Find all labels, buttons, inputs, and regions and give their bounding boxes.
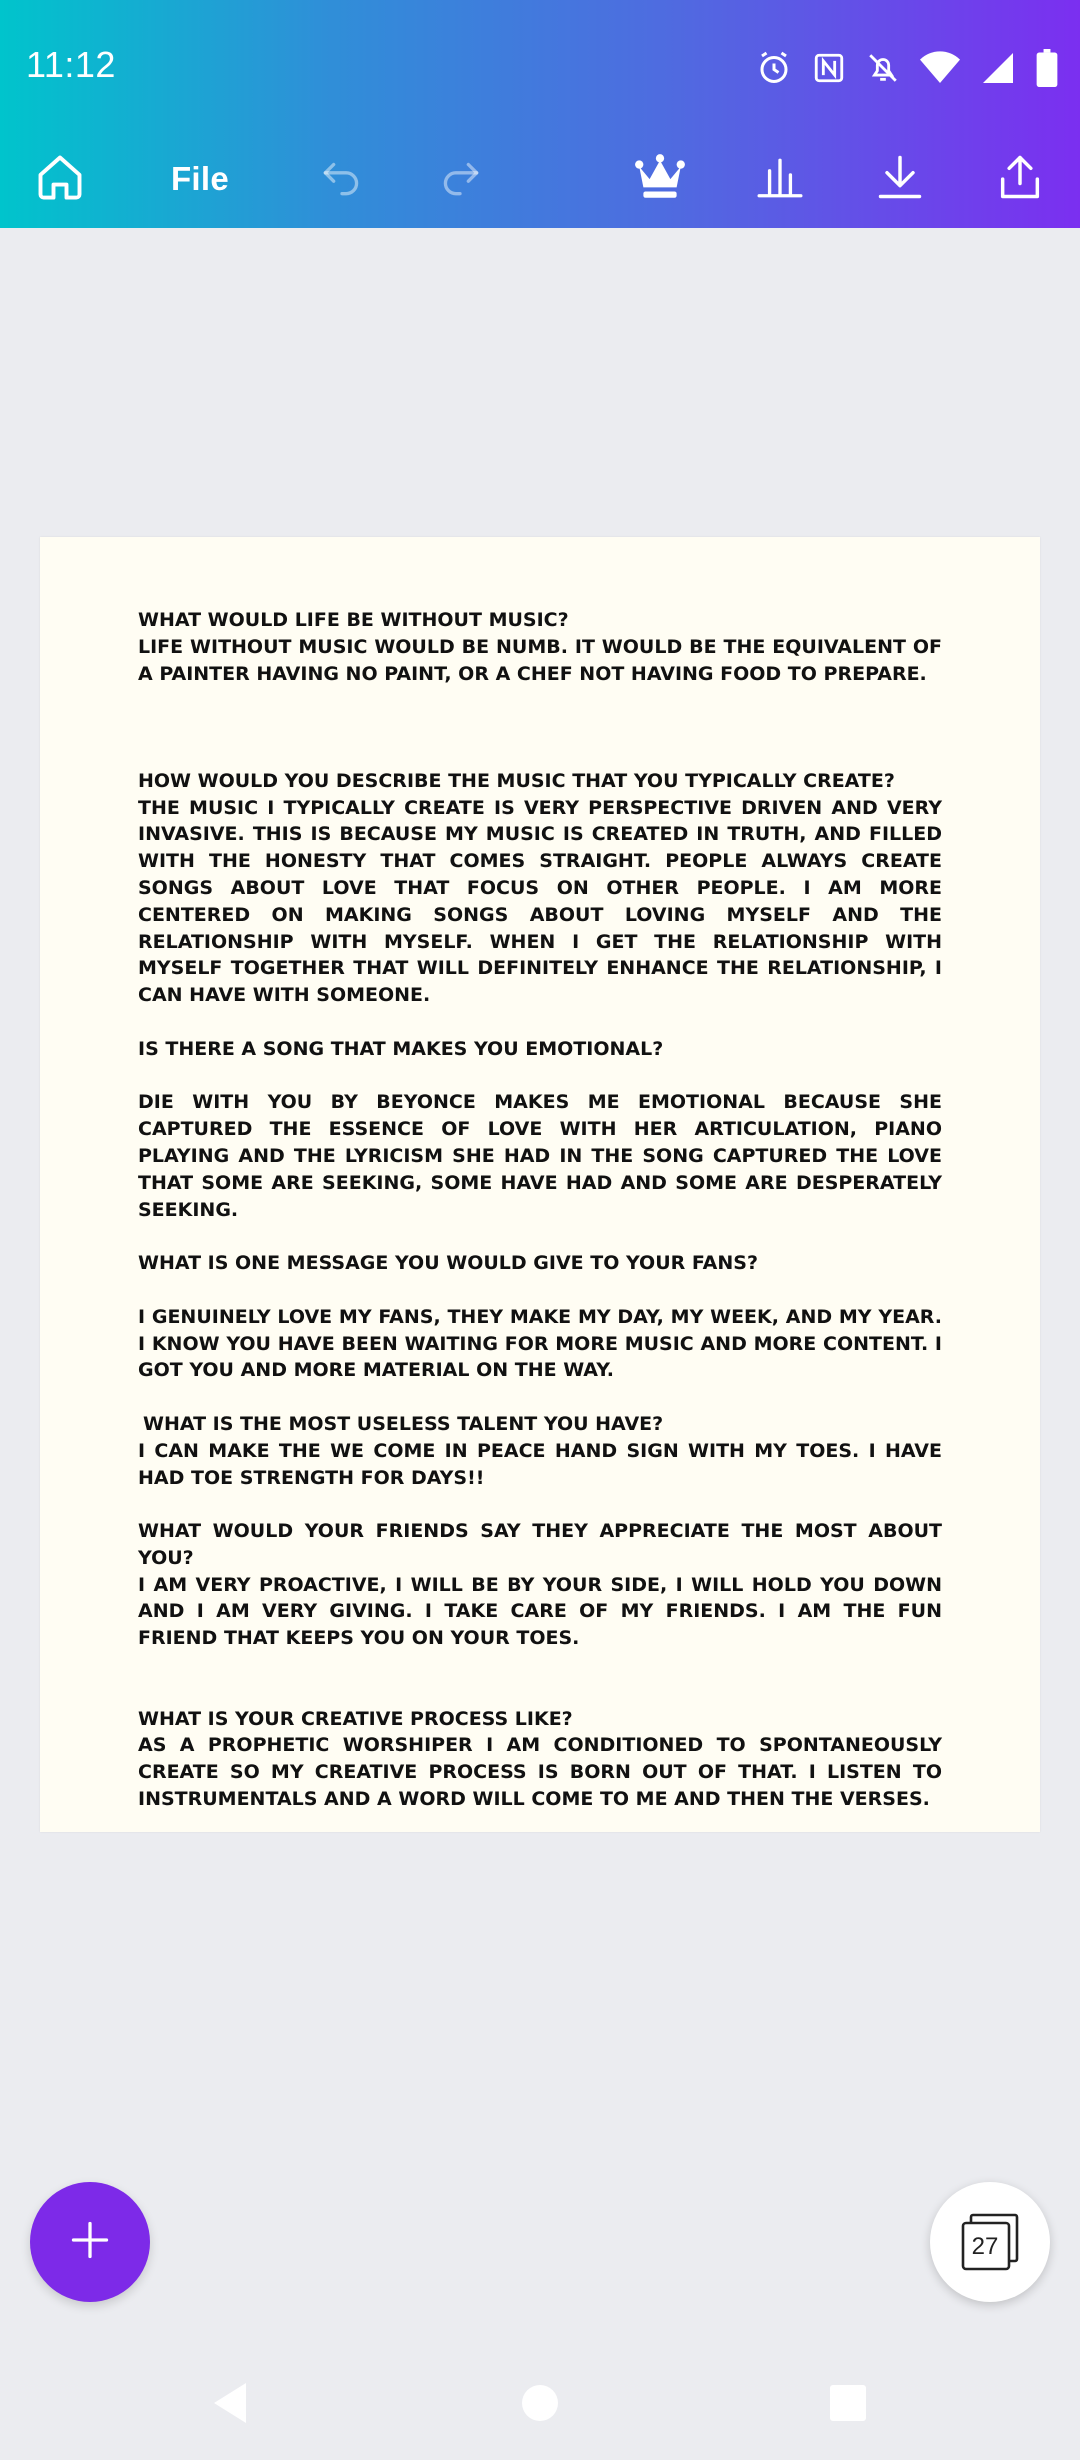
question-7: WHAT IS YOUR CREATIVE PROCESS LIKE? [138, 1707, 573, 1730]
recents-icon [828, 2383, 868, 2428]
question-2: HOW WOULD YOU DESCRIBE THE MUSIC THAT YOU TYPICALLY CREATE? [138, 769, 895, 792]
undo-icon [317, 152, 367, 207]
answer-1: LIFE WITHOUT MUSIC WOULD BE NUMB. IT WOULD BE THE EQUIVALENT OF A PAINTER HAVING NO PAINT, OR A CHEF NOT HAVING FOOD TO PREPARE. [138, 635, 942, 685]
bar-chart-icon [753, 152, 807, 207]
nav-recents-button[interactable] [818, 2350, 878, 2460]
signal-icon [980, 50, 1016, 86]
undo-button[interactable] [312, 130, 372, 228]
download-icon [874, 151, 926, 208]
system-navigation-bar [0, 2350, 1080, 2460]
home-button[interactable] [28, 130, 92, 228]
share-icon [994, 151, 1046, 208]
alarm-icon [756, 50, 792, 86]
status-bar [0, 0, 1080, 130]
plus-icon [68, 2218, 112, 2267]
nav-back-button[interactable] [200, 2350, 260, 2460]
document-text-block[interactable] [138, 607, 942, 1813]
question-4: WHAT IS ONE MESSAGE YOU WOULD GIVE TO YOUR FANS? [138, 1252, 758, 1275]
status-time: 11:12 [26, 44, 116, 85]
question-1: WHAT WOULD LIFE BE WITHOUT MUSIC? [138, 609, 569, 631]
status-icons [756, 44, 1058, 92]
battery-icon [1036, 49, 1058, 87]
nfc-icon [812, 51, 846, 85]
bell-off-icon [866, 51, 900, 85]
home-circle-icon [520, 2383, 560, 2428]
home-icon [34, 151, 86, 208]
editor-toolbar [0, 130, 1080, 228]
answer-4: I GENUINELY LOVE MY FANS, THEY MAKE MY DAY, MY WEEK, AND MY YEAR. I KNOW YOU HAVE BEEN WAITING FOR MORE MUSIC AND MORE CONTENT. I GOT YOU AND MORE MATERIAL ON THE WAY. [138, 1305, 942, 1382]
back-icon [210, 2381, 250, 2430]
premium-button[interactable] [630, 130, 690, 228]
redo-button[interactable] [430, 130, 490, 228]
answer-5: I CAN MAKE THE WE COME IN PEACE HAND SIGN WITH MY TOES. I HAVE HAD TOE STRENGTH FOR DAYS!! [138, 1439, 942, 1489]
download-button[interactable] [870, 130, 930, 228]
file-menu-label: File [170, 160, 230, 197]
answer-6: I AM VERY PROACTIVE, I WILL BE BY YOUR SIDE, I WILL HOLD YOU DOWN AND I AM VERY GIVING. I TAKE CARE OF MY FRIENDS. I AM THE FUN FRIEND THAT KEEPS YOU ON YOUR TOES. [138, 1573, 942, 1650]
top-app-bar [0, 0, 1080, 228]
share-button[interactable] [990, 130, 1050, 228]
pages-button[interactable] [930, 2182, 1050, 2302]
answer-2: THE MUSIC I TYPICALLY CREATE IS VERY PERSPECTIVE DRIVEN AND VERY INVASIVE. THIS IS BECAUSE MY MUSIC IS CREATED IN TRUTH, AND FILLED WITH THE HONESTY THAT COMES STRAIGHT. PEOPLE ALWAYS CREATE SONGS ABOUT LOVE THAT FOCUS ON OTHER PEOPLE. I AM MORE CENTERED ON MAKING SONGS ABOUT LOVING MYSELF AND THE RELATIONSHIP WITH MYSELF. WHEN I GET THE RELATIONSHIP WITH MYSELF TOGETHER THAT WILL DEFINITELY ENHANCE THE RELATIONSHIP, I CAN HAVE WITH SOMEONE. [138, 796, 942, 1007]
crown-icon [633, 152, 687, 207]
answer-7: AS A PROPHETIC WORSHIPER I AM CONDITIONED TO SPONTANEOUSLY CREATE SO MY CREATIVE PROCESS IS BORN OUT OF THAT. I LISTEN TO INSTRUMENTALS AND A WORD WILL COME TO ME AND THEN THE VERSES. [138, 1734, 942, 1811]
nav-home-button[interactable] [510, 2350, 570, 2460]
redo-icon [435, 152, 485, 207]
question-6: WHAT WOULD YOUR FRIENDS SAY THEY APPRECIATE THE MOST ABOUT YOU? [138, 1520, 942, 1569]
document-page[interactable] [40, 537, 1040, 1832]
pages-icon [961, 2213, 1019, 2271]
question-3: IS THERE A SONG THAT MAKES YOU EMOTIONAL? [138, 1037, 664, 1060]
answer-3: DIE WITH YOU BY BEYONCE MAKES ME EMOTIONAL BECAUSE SHE CAPTURED THE ESSENCE OF LOVE WITH HER ARTICULATION, PIANO PLAYING AND THE LYRICISM SHE HAD IN THE SONG CAPTURED THE LOVE THAT SOME ARE SEEKING, SOME HAVE HAD AND SOME ARE DESPERATELY SEEKING. [138, 1091, 942, 1221]
wifi-icon [920, 50, 960, 86]
page-count: 27 [971, 2233, 999, 2260]
question-5: WHAT IS THE MOST USELESS TALENT YOU HAVE? [143, 1412, 664, 1435]
add-element-button[interactable] [30, 2182, 150, 2302]
insights-button[interactable] [750, 130, 810, 228]
file-menu-button[interactable] [160, 130, 240, 228]
